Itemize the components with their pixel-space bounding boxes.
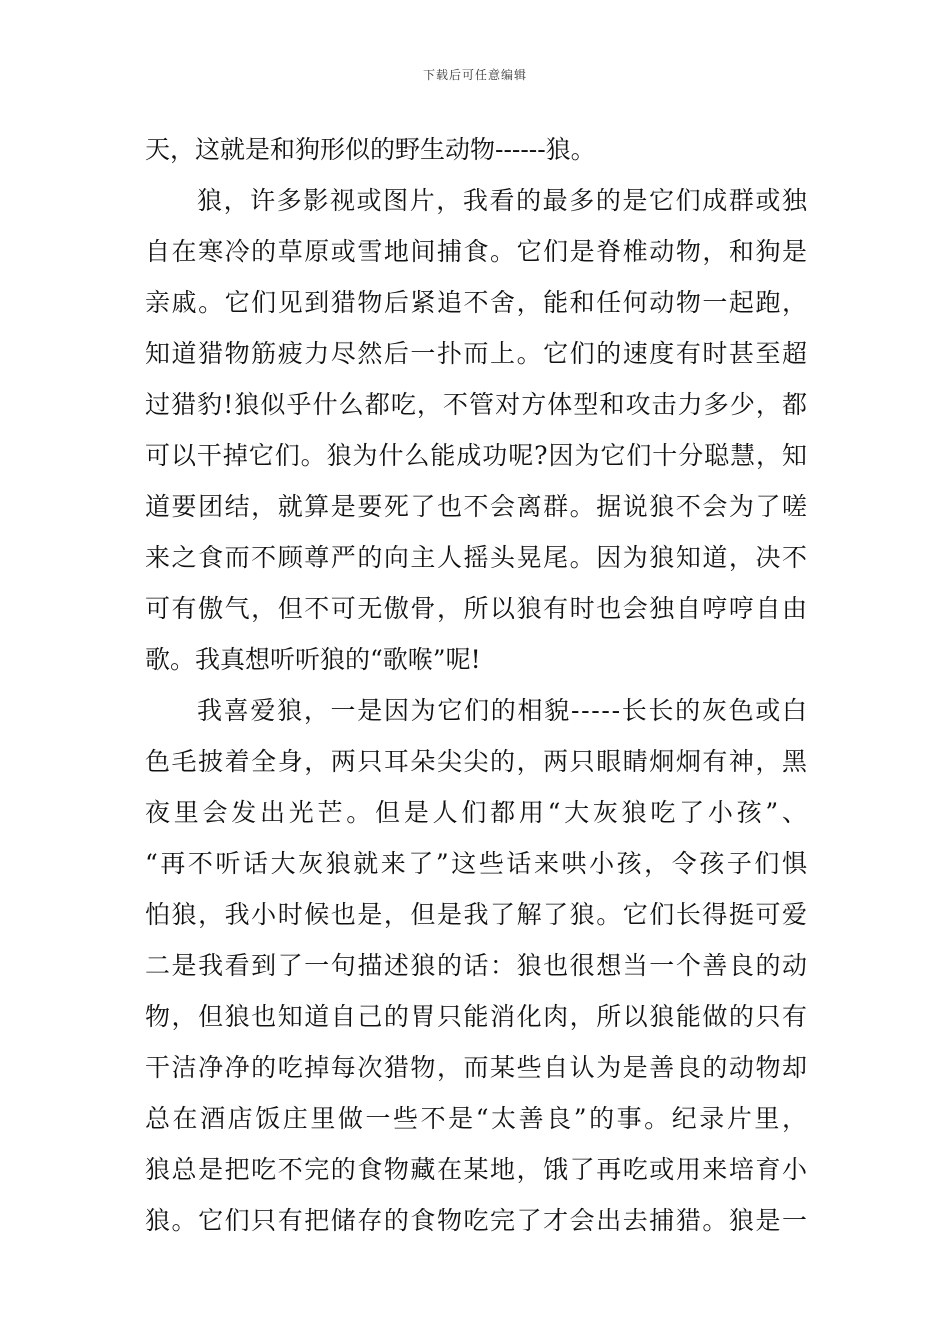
text-line: 干洁净净的吃掉每次猎物，而某些自认为是善良的动物却 bbox=[145, 1053, 809, 1082]
text-line: 天，这就是和狗形似的野生动物------狼。 bbox=[145, 135, 596, 164]
text-line: 来之食而不顾尊严的向主人摇头晃尾。因为狼知道，决不 bbox=[145, 543, 809, 572]
page-header: 下载后可任意编辑 bbox=[422, 68, 527, 82]
text-line: 怕狼，我小时候也是，但是我了解了狼。它们长得挺可爱 bbox=[145, 900, 809, 929]
text-line: 我喜爱狼，一是因为它们的相貌-----长长的灰色或白 bbox=[197, 696, 809, 725]
text-line: 二是我看到了一句描述狼的话：狼也很想当一个善良的动 bbox=[145, 951, 809, 980]
text-line: 狼总是把吃不完的食物藏在某地，饿了再吃或用来培育小 bbox=[145, 1155, 809, 1184]
text-line: 过猎豹!狼似乎什么都吃，不管对方体型和攻击力多少，都 bbox=[145, 390, 809, 419]
text-line: 道要团结，就算是要死了也不会离群。据说狼不会为了嗟 bbox=[145, 492, 809, 521]
text-line: 物，但狼也知道自己的胃只能消化肉，所以狼能做的只有 bbox=[145, 1002, 809, 1031]
text-line: 亲戚。它们见到猎物后紧追不舍，能和任何动物一起跑， bbox=[145, 288, 809, 317]
text-line: 狼。它们只有把储存的食物吃完了才会出去捕猎。狼是一 bbox=[145, 1206, 809, 1235]
text-line: 狼，许多影视或图片，我看的最多的是它们成群或独 bbox=[197, 186, 809, 215]
text-line: 歌。我真想听听狼的“歌喉”呢! bbox=[145, 645, 481, 674]
text-line: 自在寒冷的草原或雪地间捕食。它们是脊椎动物，和狗是 bbox=[145, 237, 809, 266]
text-line: 可有傲气，但不可无傲骨，所以狼有时也会独自哼哼自由 bbox=[145, 594, 809, 623]
text-line: 总在酒店饭庄里做一些不是“太善良”的事。纪录片里， bbox=[145, 1104, 810, 1133]
text-line: 可以干掉它们。狼为什么能成功呢?因为它们十分聪慧，知 bbox=[145, 441, 808, 470]
text-line: “再不听话大灰狼就来了”这些话来哄小孩，令孩子们惧 bbox=[145, 849, 810, 878]
text-line: 知道猎物筋疲力尽然后一扑而上。它们的速度有时甚至超 bbox=[145, 339, 809, 368]
document-body bbox=[145, 124, 811, 1246]
text-line: 夜里会发出光芒。但是人们都用“大灰狼吃了小孩”、 bbox=[145, 798, 811, 827]
text-line: 色毛披着全身，两只耳朵尖尖的，两只眼睛炯炯有神，黑 bbox=[145, 747, 809, 776]
